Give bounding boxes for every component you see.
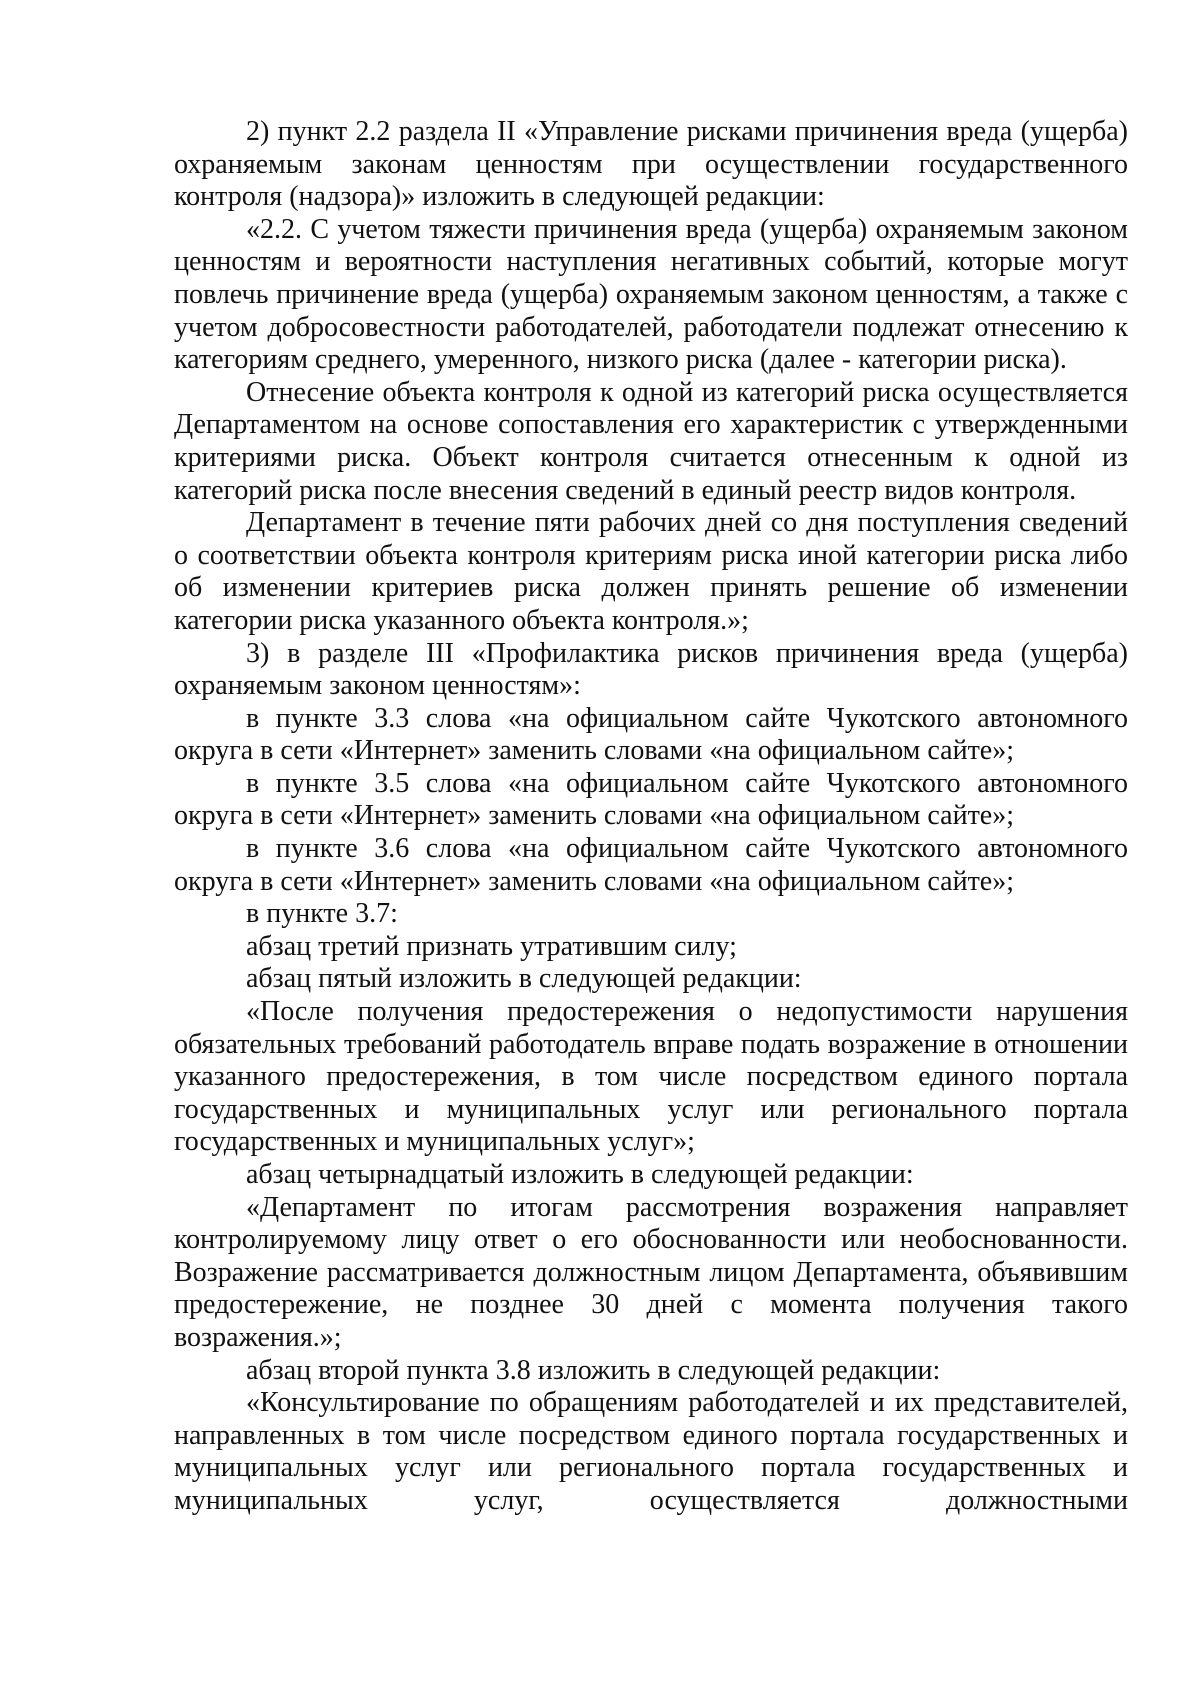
paragraph-consultation: «Консультирование по обращениям работодателей и их представителей, направленных в том числе посредством единого портала государственных и муниципальных услуг или регионального портала государственных и муниципальных услуг, осуществляется должностными bbox=[174, 1387, 1128, 1516]
document-page bbox=[174, 116, 1128, 1518]
paragraph-objection-review: «Департамент по итогам рассмотрения возражения направляет контролируемому лицу ответ о его обоснованности или необоснованности. Возражение рассматривается должностным лицом Департамента, объявившим предостережение, не позднее 30 дней с момента получения такого возражения.»; bbox=[174, 1191, 1128, 1353]
paragraph-point-3-8-heading: абзац второй пункта 3.8 изложить в следующей редакции: bbox=[246, 1354, 941, 1386]
paragraph-third-clause-void: абзац третий признать утратившим силу; bbox=[246, 930, 737, 962]
paragraph-point-3-3: в пункте 3.3 слова «на официальном сайте Чукотского автономного округа в сети «Интернет» заменить словами «на официальном сайте»; bbox=[174, 702, 1128, 767]
paragraph-fifth-clause-heading: абзац пятый изложить в следующей редакции: bbox=[246, 963, 802, 995]
paragraph-section-3-amendment: 3) в разделе III «Профилактика рисков причинения вреда (ущерба) охраняемым законом ценностям»: bbox=[174, 637, 1128, 702]
paragraph-objection-right: «После получения предостережения о недопустимости нарушения обязательных требований работодатель вправе подать возражение в отношении указанного предостережения, в том числе посредством единого портала государственных и муниципальных услуг или регионального портала государственных и муниципальных услуг»; bbox=[174, 996, 1128, 1158]
paragraph-point-3-6: в пункте 3.6 слова «на официальном сайте Чукотского автономного округа в сети «Интернет» заменить словами «на официальном сайте»; bbox=[174, 833, 1128, 897]
paragraph-clause-2-2-risk-categories: «2.2. С учетом тяжести причинения вреда (ущерба) охраняемым законом ценностям и вероятности наступления негативных событий, которые могут повлечь причинение вреда (ущерба) охраняемым законом ценностям, а также с учетом добросовестности работодателей, работодатели подлежат отнесению к категориям среднего, умеренного, низкого риска (далее - категории риска). bbox=[174, 213, 1128, 376]
paragraph-fourteenth-clause-heading: абзац четырнадцатый изложить в следующей редакции: bbox=[246, 1159, 914, 1190]
paragraph-object-assignment: Отнесение объекта контроля к одной из категорий риска осуществляется Департаментом на основе сопоставления его характеристик с утвержденными критериями риска. Объект контроля считается отнесенным к одной из категорий риска после внесения сведений в единый реестр видов контроля. bbox=[174, 376, 1128, 506]
paragraph-point-3-7: в пункте 3.7: bbox=[246, 898, 398, 930]
paragraph-department-decision: Департамент в течение пяти рабочих дней со дня поступления сведений о соответствии объекта контроля критериям риска иной категории риска либо об изменении критериев риска должен принять решение об изменении категории риска указанного объекта контроля.»; bbox=[174, 507, 1128, 636]
paragraph-section-2-amendment: 2) пункт 2.2 раздела II «Управление рисками причинения вреда (ущерба) охраняемым законам ценностям при осуществлении государственного контроля (надзора)» изложить в следующей редакции: bbox=[174, 116, 1128, 213]
paragraph-point-3-5: в пункте 3.5 слова «на официальном сайте Чукотского автономного округа в сети «Интернет» заменить словами «на официальном сайте»; bbox=[174, 767, 1128, 832]
